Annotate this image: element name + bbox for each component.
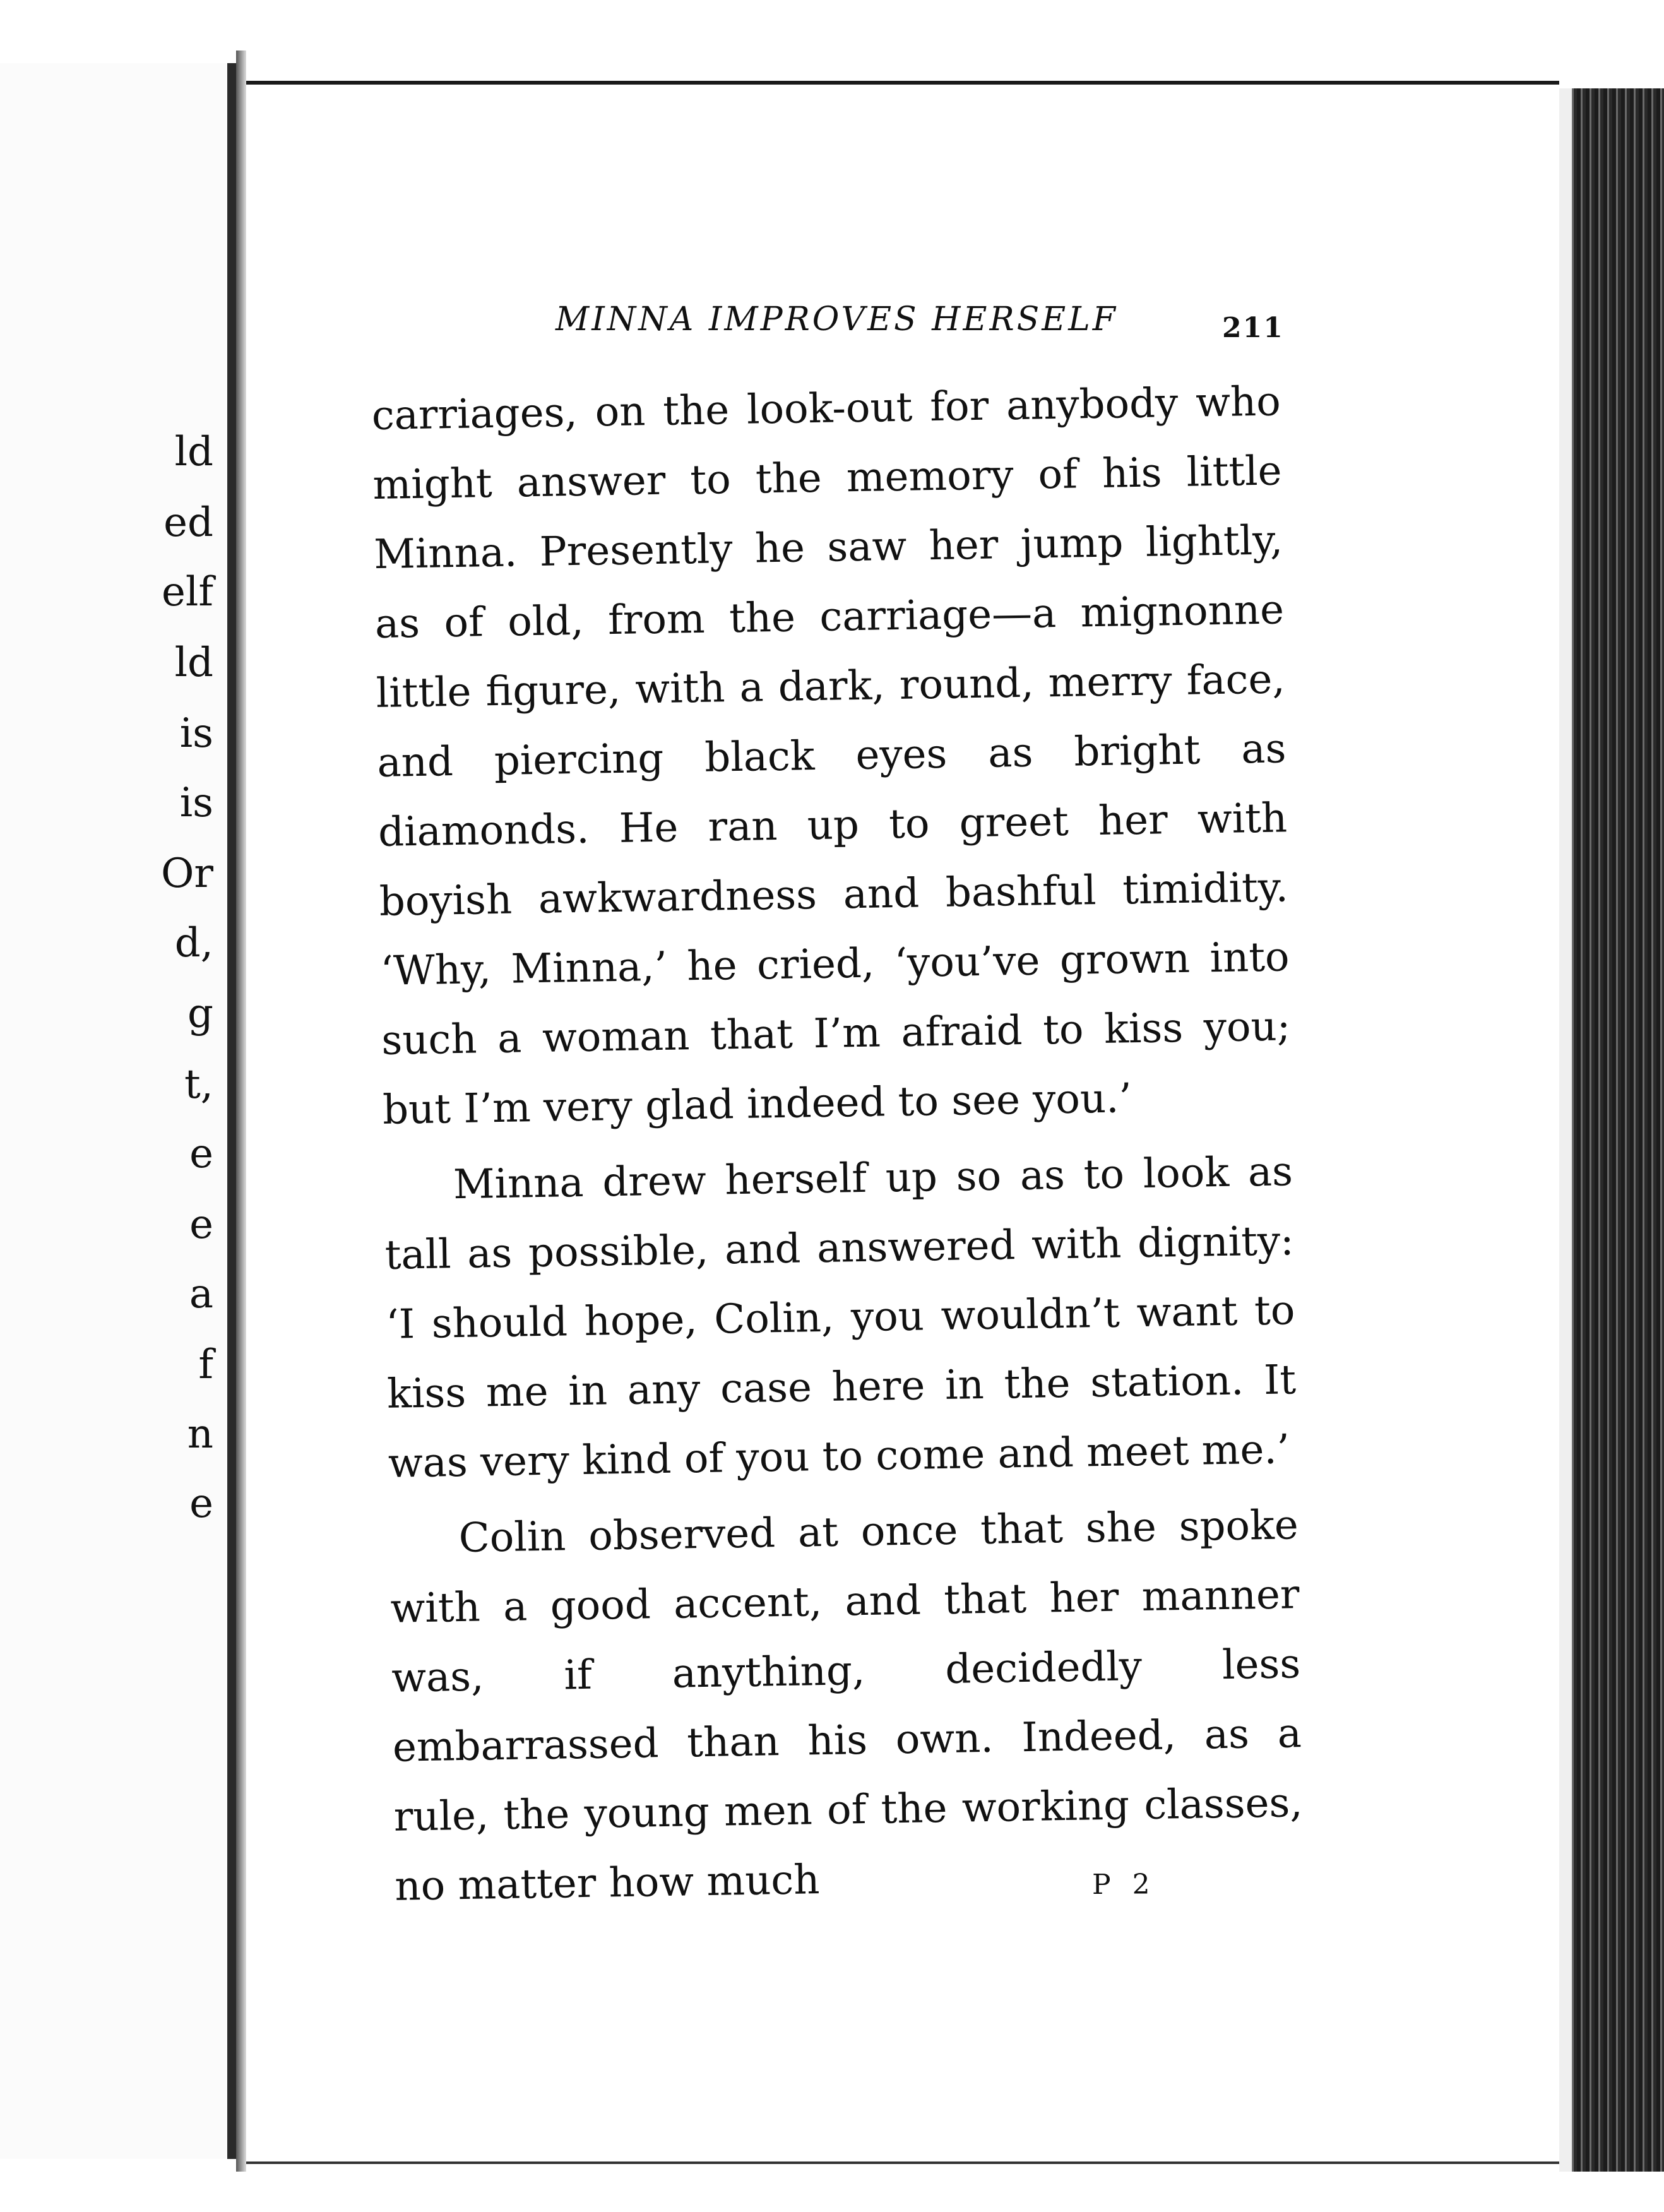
page-edges — [1559, 88, 1664, 2172]
facing-page-fragment: e — [189, 1201, 213, 1248]
running-head: MINNA IMPROVES HERSELF — [556, 300, 1118, 338]
facing-page-fragment: ed — [163, 499, 213, 546]
facing-page-fragment: t, — [184, 1061, 213, 1108]
facing-page-fragment: d, — [174, 920, 213, 966]
facing-page-fragment: a — [189, 1271, 213, 1317]
facing-page-fragment: Or — [160, 850, 213, 897]
paragraph: Colin observed at once that she spoke with a good accent, and that her manner was, if anything, decidedly less embarrassed than his own. Indeed, as a rule, the young men of the working classes, no matter how much — [389, 1502, 1304, 1910]
facing-page-fragment: e — [189, 1480, 213, 1527]
body-text — [371, 367, 1304, 1921]
paragraph: Minna drew herself up so as to look as tall as possible, and answered with dignity: ‘I should hope, Colin, you wouldn’t want to kiss me in any case here in the station. It was very kind of you to come and meet me.’ — [384, 1148, 1297, 1487]
signature-mark: P 2 — [1092, 1869, 1156, 1901]
facing-page-fragment: is — [179, 780, 213, 826]
paragraph: carriages, on the look-out for anybody who might answer to the memory of his little Minna. Presently he saw her jump lightly, as of old, from the carriage—a mignonne little figure, with a dark, round, merry face, and piercing black eyes as bright as diamonds. He ran up to greet her with boyish awkwardness and bashful timidity. ‘Why, Minna,’ he cried, ‘you’ve grown into such a woman that I’m afraid to kiss you; but I’m very glad indeed to see you.’ — [371, 378, 1291, 1134]
facing-page — [0, 63, 236, 2159]
facing-page-fragment: f — [198, 1341, 213, 1388]
facing-page-fragment: elf — [161, 569, 213, 615]
facing-page-fragment: g — [187, 990, 213, 1037]
book-gutter — [236, 51, 246, 2172]
facing-page-fragment: ld — [174, 639, 213, 686]
facing-page-fragment: e — [189, 1131, 213, 1177]
facing-page-fragment: ld — [174, 429, 213, 475]
facing-page-fragment: is — [179, 710, 213, 757]
page-number: 211 — [1222, 312, 1284, 344]
facing-page-fragment: n — [187, 1411, 213, 1458]
